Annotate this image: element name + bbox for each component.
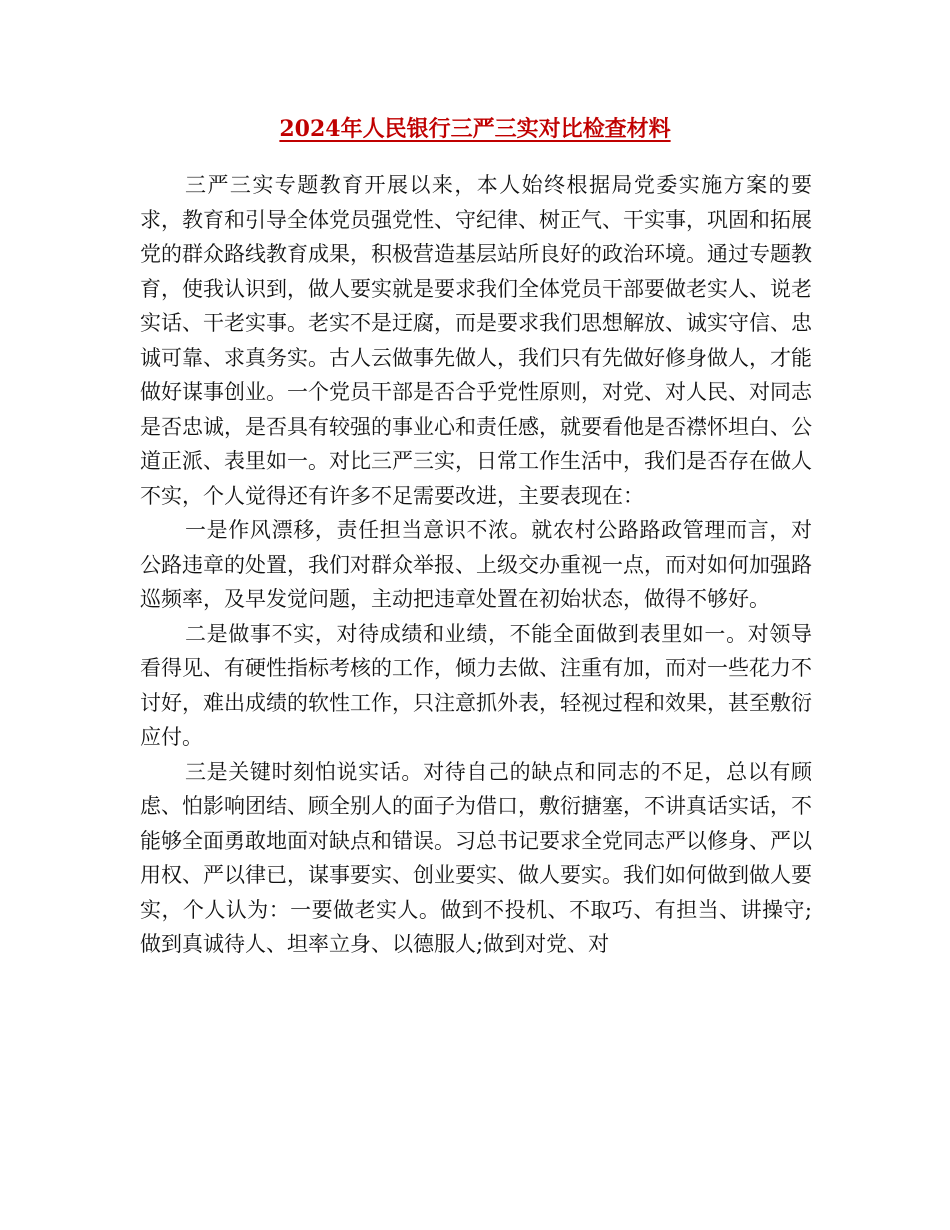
paragraph-intro: 三严三实专题教育开展以来，本人始终根据局党委实施方案的要求，教育和引导全体党员强党性、守纪律、树正气、干实事，巩固和拓展党的群众路线教育成果，积极营造基层站所良好的政治环境。通过专题教育，使我认识到，做人要实就是要求我们全体党员干部要做老实人、说老实话、干老实事。老实不是迂腐，而是要求我们思想解放、诚实守信、忠诚可靠、求真务实。古人云做事先做人，我们只有先做好修身做人，才能做好谋事创业。一个党员干部是否合乎党性原则，对党、对人民、对同志是否忠诚，是否具有较强的事业心和责任感，就要看他是否襟怀坦白、公道正派、表里如一。对比三严三实，日常工作生活中，我们是否存在做人不实，个人觉得还有许多不足需要改进，主要表现在： xyxy=(140,173,812,508)
document-body xyxy=(140,168,812,962)
paragraph-point-three: 三是关键时刻怕说实话。对待自己的缺点和同志的不足，总以有顾虑、怕影响团结、顾全别人的面子为借口，敷衍搪塞，不讲真话实话，不能够全面勇敢地面对缺点和错误。习总书记要求全党同志严以修身、严以用权、严以律已，谋事要实、创业要实、做人要实。我们如何做到做人要实，个人认为：一要做老实人。做到不投机、不取巧、有担当、讲操守;做到真诚待人、坦率立身、以德服人;做到对党、对 xyxy=(140,759,812,956)
document-title-text: 2024年人民银行三严三实对比检查材料 xyxy=(279,116,671,142)
document-title xyxy=(0,114,950,144)
paragraph-point-one: 一是作风漂移，责任担当意识不浓。就农村公路路政管理而言，对公路违章的处置，我们对群众举报、上级交办重视一点，而对如何加强路巡频率，及早发觉问题，主动把违章处置在初始状态，做得不够好。 xyxy=(140,518,812,611)
paragraph-point-two: 二是做事不实，对待成绩和业绩，不能全面做到表里如一。对领导看得见、有硬性指标考核的工作，倾力去做、注重有加，而对一些花力不讨好，难出成绩的软性工作，只注意抓外表，轻视过程和效果，甚至敷衍应付。 xyxy=(140,621,812,749)
